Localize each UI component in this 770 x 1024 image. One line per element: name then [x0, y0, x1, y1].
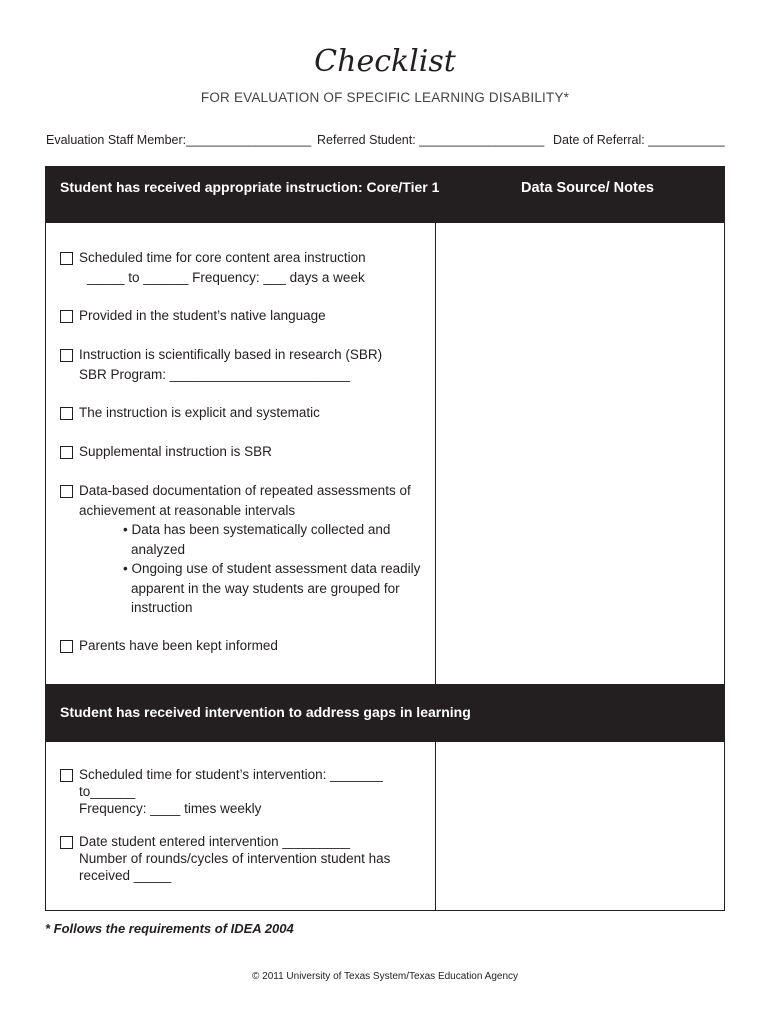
- checklist-item: Data-based documentation of repeated assessments of achievement at reasonable intervals • Data has been systematically collected and analyzed • Ongoing use of student assessment data readily apparent in the way students are grouped for instruction: [79, 481, 420, 618]
- checklist-item: The instruction is explicit and systematic: [79, 403, 320, 423]
- checklist-item: Instruction is scientifically based in research (SBR) SBR Program: ________________________: [79, 345, 382, 384]
- checkbox[interactable]: [60, 446, 73, 459]
- referred-student-field[interactable]: Referred Student: __________________: [317, 133, 545, 147]
- checklist-item: Supplemental instruction is SBR: [79, 442, 272, 462]
- section1-table: [45, 223, 725, 685]
- copyright: © 2011 University of Texas System/Texas Education Agency: [251, 971, 519, 982]
- checkbox[interactable]: [60, 310, 73, 323]
- section2-header: [45, 684, 725, 742]
- checklist-item: Parents have been kept informed: [79, 636, 278, 656]
- checklist-item: Scheduled time for core content area instruction _____ to ______ Frequency: ___ days a week: [79, 248, 366, 287]
- checklist-item: Provided in the student’s native language: [79, 306, 326, 326]
- section1-notes-cell[interactable]: [436, 223, 724, 684]
- section2-heading: Student has received intervention to address gaps in learning: [60, 704, 471, 720]
- page-title: Checklist: [314, 44, 456, 79]
- checkbox[interactable]: [60, 836, 73, 849]
- checkbox[interactable]: [60, 485, 73, 498]
- section2-table: [45, 742, 725, 911]
- checkbox[interactable]: [60, 640, 73, 653]
- notes-heading: Data Source/ Notes: [521, 180, 654, 196]
- sub-bullet: • Ongoing use of student assessment data readily apparent in the way students are grouped for instruction: [123, 561, 421, 615]
- section1-header: [45, 166, 725, 223]
- footnote: * Follows the requirements of IDEA 2004: [45, 921, 294, 936]
- page-subtitle: FOR EVALUATION OF SPECIFIC LEARNING DISABILITY*: [200, 90, 570, 105]
- section1-heading: Student has received appropriate instruction: Core/Tier 1: [60, 179, 440, 195]
- checkbox[interactable]: [60, 769, 73, 782]
- checkbox[interactable]: [60, 349, 73, 362]
- staff-member-field[interactable]: Evaluation Staff Member:__________________: [46, 133, 312, 147]
- checkbox[interactable]: [60, 252, 73, 265]
- date-of-referral-field[interactable]: Date of Referral: ___________: [553, 133, 725, 147]
- checklist-item: Scheduled time for student’s intervention: _______ to______ Frequency: ____ times weekly: [79, 766, 383, 817]
- sub-bullet: • Data has been systematically collected and analyzed: [123, 522, 391, 557]
- checklist-item: Date student entered intervention _________ Number of rounds/cycles of intervention student has received _____: [79, 833, 390, 884]
- checkbox[interactable]: [60, 407, 73, 420]
- section2-notes-cell[interactable]: [436, 742, 724, 910]
